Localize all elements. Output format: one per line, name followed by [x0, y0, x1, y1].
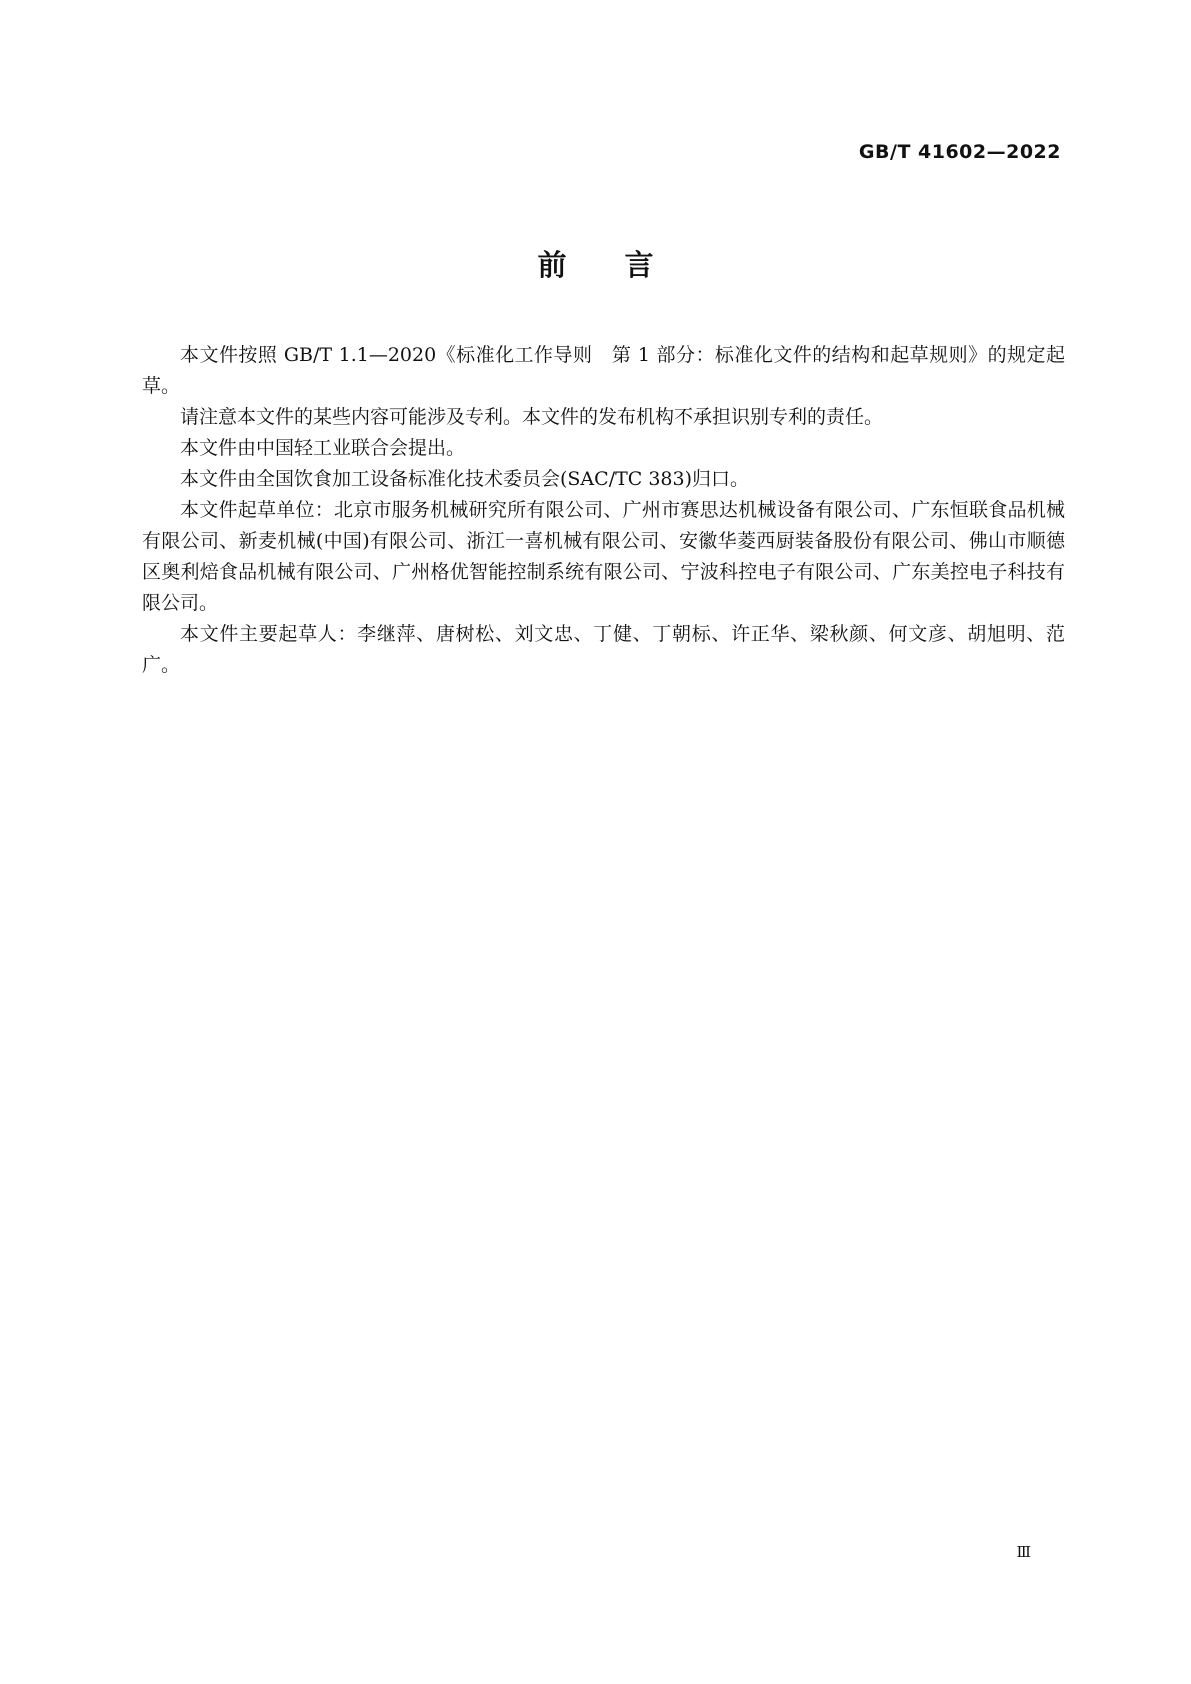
paragraph-drafting-units: 本文件起草单位：北京市服务机械研究所有限公司、广州市赛思达机械设备有限公司、广东恒联食品机械有限公司、新麦机械(中国)有限公司、浙江一喜机械有限公司、安徽华菱西厨装备股份有限公司、佛山市顺德区奥利焙食品机械有限公司、广州格优智能控制系统有限公司、宁波科控电子有限公司、广东美控电子科技有限公司。	[142, 499, 1065, 614]
paragraph-drafters: 本文件主要起草人：李继萍、唐树松、刘文忠、丁健、丁朝标、许正华、梁秋颜、何文彦、胡旭明、范广。	[142, 623, 1065, 676]
paragraph-patent-notice: 请注意本文件的某些内容可能涉及专利。本文件的发布机构不承担识别专利的责任。	[180, 406, 884, 428]
page-number: Ⅲ	[1016, 1543, 1031, 1561]
page-title: 前言	[537, 248, 712, 282]
standard-number: GB/T 41602—2022	[858, 141, 1061, 163]
preface-body	[142, 340, 1065, 681]
paragraph-drafting-rules: 本文件按照 GB/T 1.1—2020《标准化工作导则 第 1 部分：标准化文件的结构和起草规则》的规定起草。	[142, 344, 1065, 397]
paragraph-proposer: 本文件由中国轻工业联合会提出。	[180, 437, 466, 459]
paragraph-technical-committee: 本文件由全国饮食加工设备标准化技术委员会(SAC/TC 383)归口。	[180, 468, 750, 490]
